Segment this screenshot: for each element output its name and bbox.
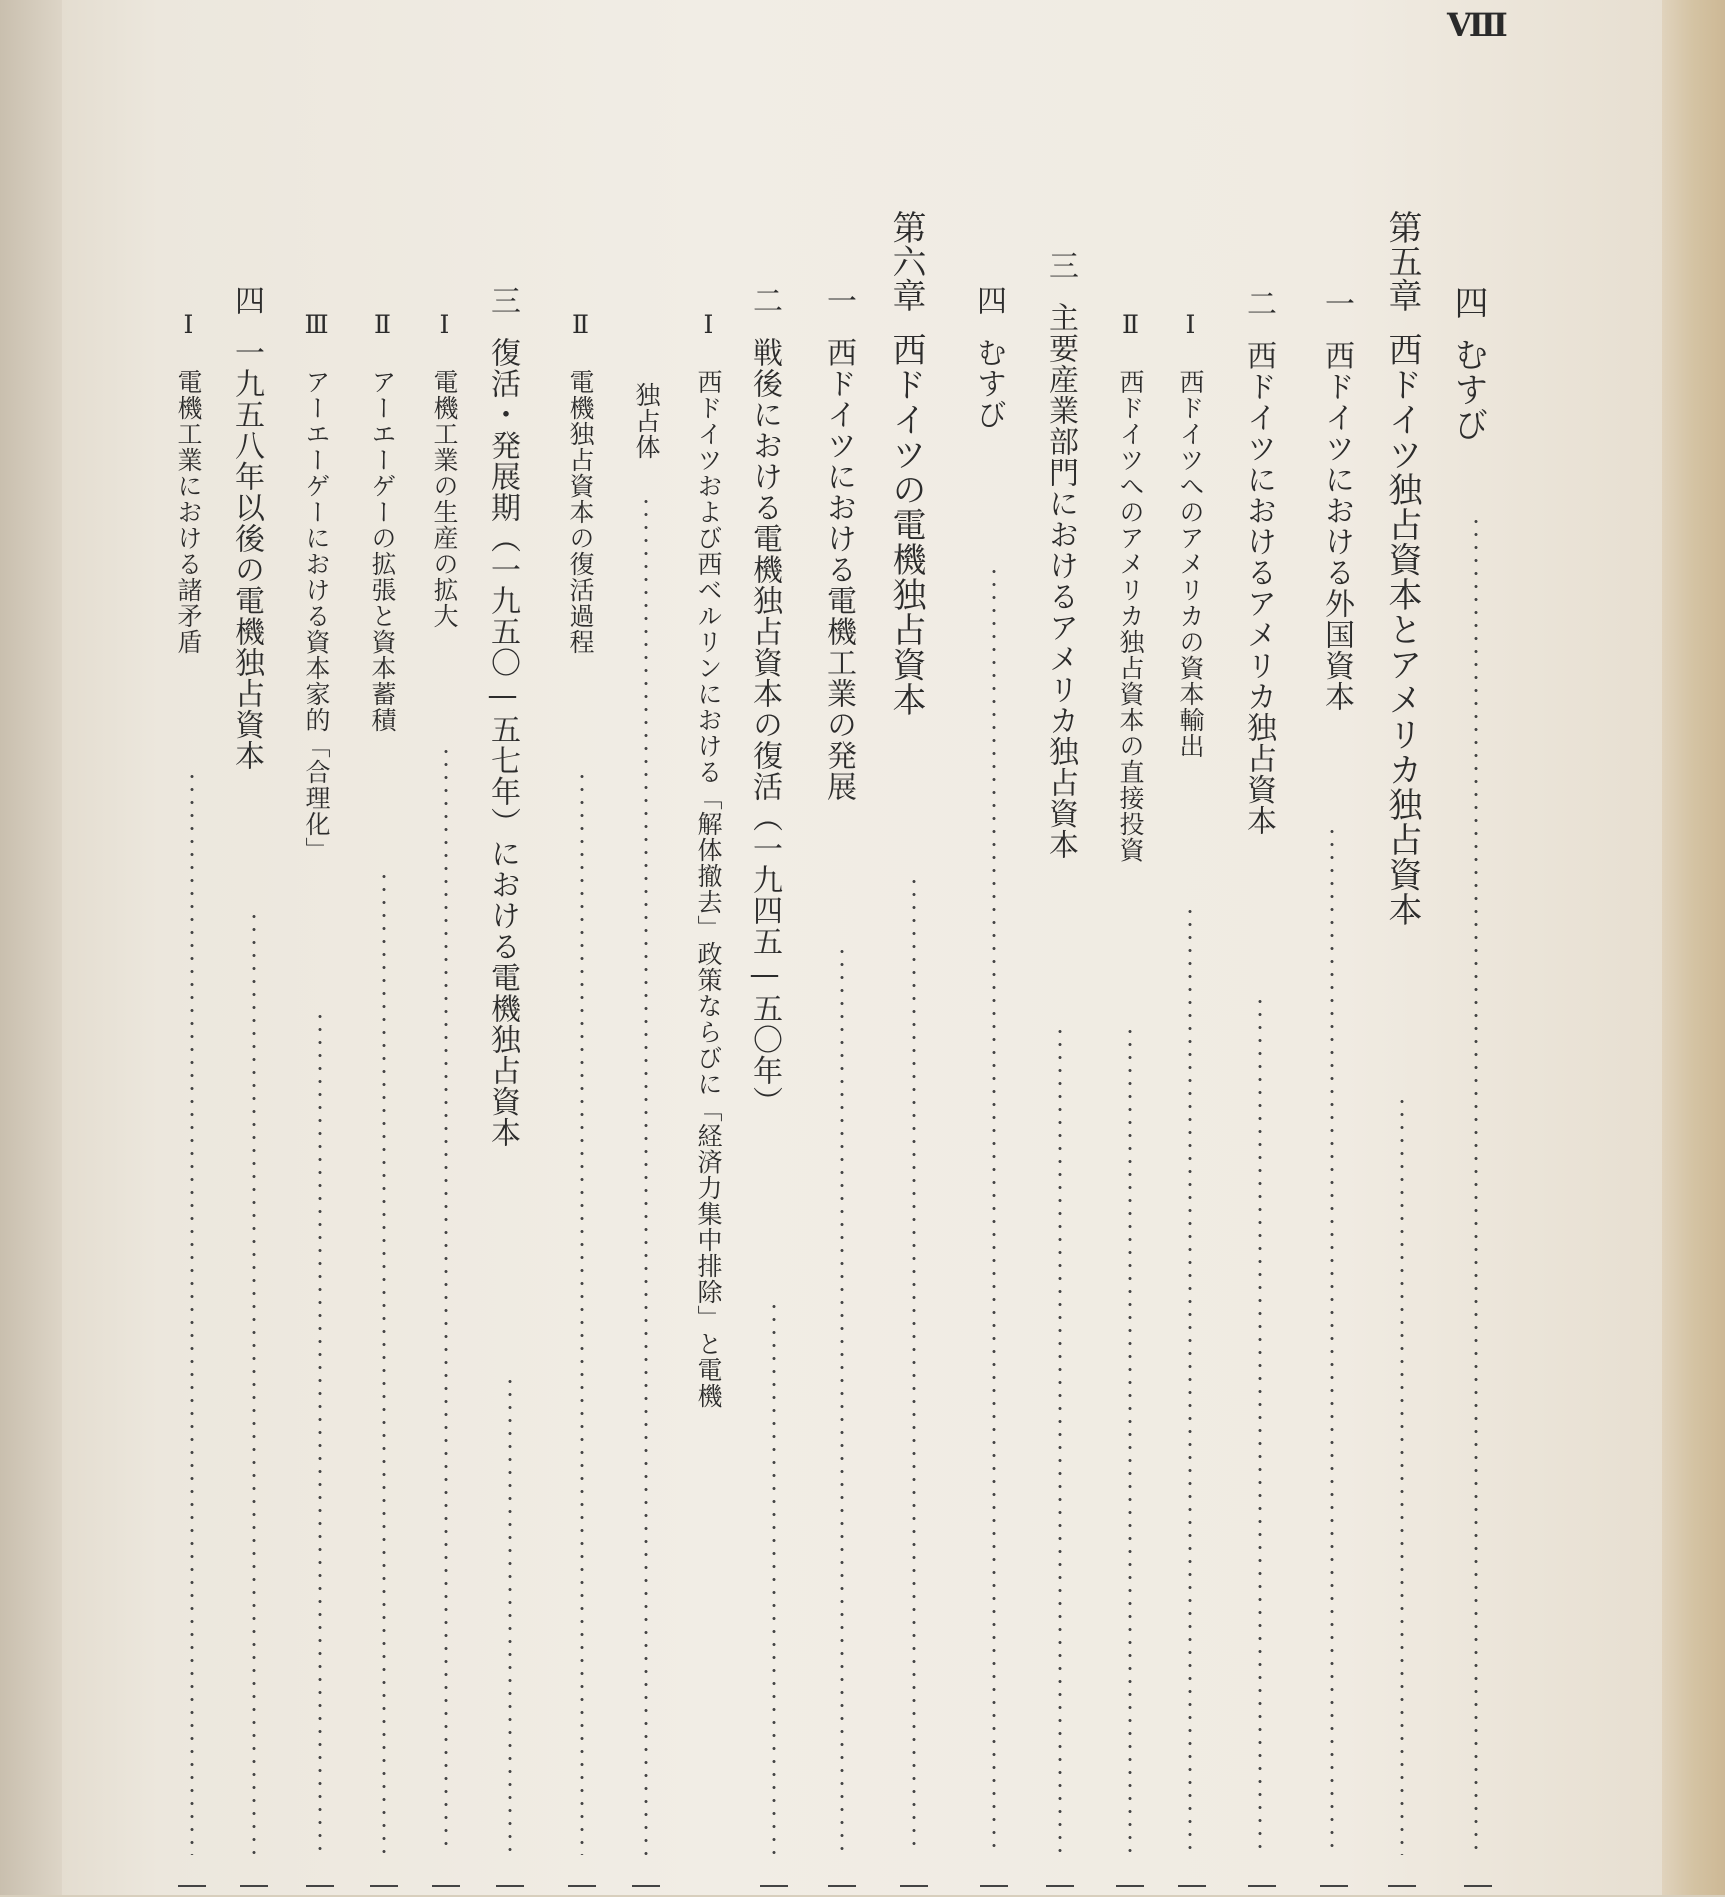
toc-entry (1170, 310, 1210, 759)
toc-marker: 四 (229, 285, 264, 315)
toc-title: 西ドイツの電機独占資本 (886, 332, 926, 717)
toc-entry (560, 310, 600, 655)
toc-title: アーエーゲーにおける資本家的「合理化」 (302, 369, 331, 863)
toc-entry (818, 285, 858, 802)
toc-entry (886, 210, 926, 717)
page-ref (632, 1885, 660, 1897)
page-ref (1046, 1885, 1074, 1897)
page-ref (178, 1885, 206, 1897)
toc-entry (482, 285, 522, 1148)
dot-leader (1330, 825, 1334, 1855)
page-ref (568, 1885, 596, 1897)
toc-marker: 第六章 (886, 210, 926, 312)
page-number: Ⅷ (1447, 6, 1506, 44)
page-ref (1116, 1885, 1144, 1897)
toc-entry (626, 382, 666, 460)
page-ref (1320, 1885, 1348, 1897)
toc-entry (744, 285, 784, 1117)
dot-leader (772, 1300, 776, 1855)
toc-entry (1110, 310, 1150, 863)
page-ref (432, 1885, 460, 1897)
dot-leader (1058, 1025, 1062, 1855)
page-ref (496, 1885, 524, 1897)
toc-entry (1316, 288, 1356, 712)
toc-marker: Ⅰ (430, 310, 459, 339)
toc-entry (362, 310, 402, 733)
dot-leader (644, 495, 648, 1855)
page-ref (1388, 1885, 1416, 1897)
toc-marker: 第五章 (1382, 210, 1422, 312)
page-ref (980, 1885, 1008, 1897)
toc-entry (1448, 285, 1488, 442)
toc-marker: Ⅱ (1116, 310, 1145, 339)
page-ref (760, 1885, 788, 1897)
dot-leader (508, 1375, 512, 1855)
dot-leader (1400, 1095, 1404, 1855)
toc-entry (1382, 210, 1422, 927)
toc-entry (424, 310, 464, 629)
dot-leader (580, 770, 584, 1855)
toc-title: 独占体 (632, 382, 661, 460)
toc-entry (226, 285, 266, 771)
toc-marker: 四 (1448, 285, 1488, 319)
dot-leader (190, 770, 194, 1855)
toc-title: 電機工業における諸矛盾 (174, 369, 203, 655)
toc-marker: Ⅱ (368, 310, 397, 339)
toc-title: 一九五八年以後の電機独占資本 (229, 337, 264, 771)
page-ref (370, 1885, 398, 1897)
toc-title: 西ドイツ独占資本とアメリカ独占資本 (1382, 332, 1422, 927)
toc-marker: Ⅰ (174, 310, 203, 339)
page-ref (1464, 1885, 1492, 1897)
toc-marker: 二 (747, 285, 782, 315)
dot-leader (444, 745, 448, 1855)
toc-entry (1238, 288, 1278, 836)
toc-marker: 四 (971, 285, 1006, 315)
page-paper (62, 0, 1662, 1895)
toc-marker: 一 (1319, 288, 1354, 318)
page-ref (306, 1885, 334, 1897)
dot-leader (252, 910, 256, 1855)
toc-entry (968, 285, 1008, 430)
toc-title: むすび (971, 337, 1006, 430)
toc-title: 西ドイツおよび西ベルリンにおける「解体撤去」政策ならびに「経済力集中排除」と電機 (694, 369, 723, 1409)
toc-title: 西ドイツへのアメリカの資本輸出 (1176, 369, 1205, 759)
page-ref (1248, 1885, 1276, 1897)
book-gutter (0, 0, 62, 1895)
dot-leader (1474, 515, 1478, 1855)
dot-leader (318, 1010, 322, 1855)
dot-leader (992, 565, 996, 1855)
toc-entry (1040, 250, 1080, 860)
toc-marker: 三 (1043, 250, 1078, 280)
toc-title: 電機工業の生産の拡大 (430, 369, 459, 629)
toc-marker: Ⅱ (566, 310, 595, 339)
toc-title: 戦後における電機独占資本の復活（一九四五—五〇年） (747, 337, 782, 1117)
dot-leader (1188, 905, 1192, 1855)
toc-title: むすび (1448, 337, 1488, 442)
toc-title: 主要産業部門におけるアメリカ独占資本 (1043, 302, 1078, 860)
toc-marker: Ⅰ (694, 310, 723, 339)
toc-title: アーエーゲーの拡張と資本蓄積 (368, 369, 397, 733)
dot-leader (382, 870, 386, 1855)
toc-entry (168, 310, 208, 655)
toc-title: 西ドイツにおけるアメリカ独占資本 (1241, 340, 1276, 836)
dot-leader (840, 945, 844, 1855)
toc-marker: 二 (1241, 288, 1276, 318)
toc-entry (296, 310, 336, 863)
toc-marker: 一 (821, 285, 856, 315)
toc-marker: Ⅲ (302, 310, 331, 339)
dot-leader (1128, 1025, 1132, 1855)
toc-title: 復活・発展期（一九五〇—五七年）における電機独占資本 (485, 337, 520, 1148)
page-ref (240, 1885, 268, 1897)
dot-leader (912, 875, 916, 1855)
toc-title: 西ドイツにおける外国資本 (1319, 340, 1354, 712)
page-ref (828, 1885, 856, 1897)
toc-marker: 三 (485, 285, 520, 315)
page-ref (1178, 1885, 1206, 1897)
toc-marker: Ⅰ (1176, 310, 1205, 339)
page-edge (1662, 0, 1725, 1895)
dot-leader (1258, 995, 1262, 1855)
toc-title: 電機独占資本の復活過程 (566, 369, 595, 655)
toc-title: 西ドイツにおける電機工業の発展 (821, 337, 856, 802)
toc-entry (688, 310, 728, 1409)
toc-title: 西ドイツへのアメリカ独占資本の直接投資 (1116, 369, 1145, 863)
page-ref (900, 1885, 928, 1897)
